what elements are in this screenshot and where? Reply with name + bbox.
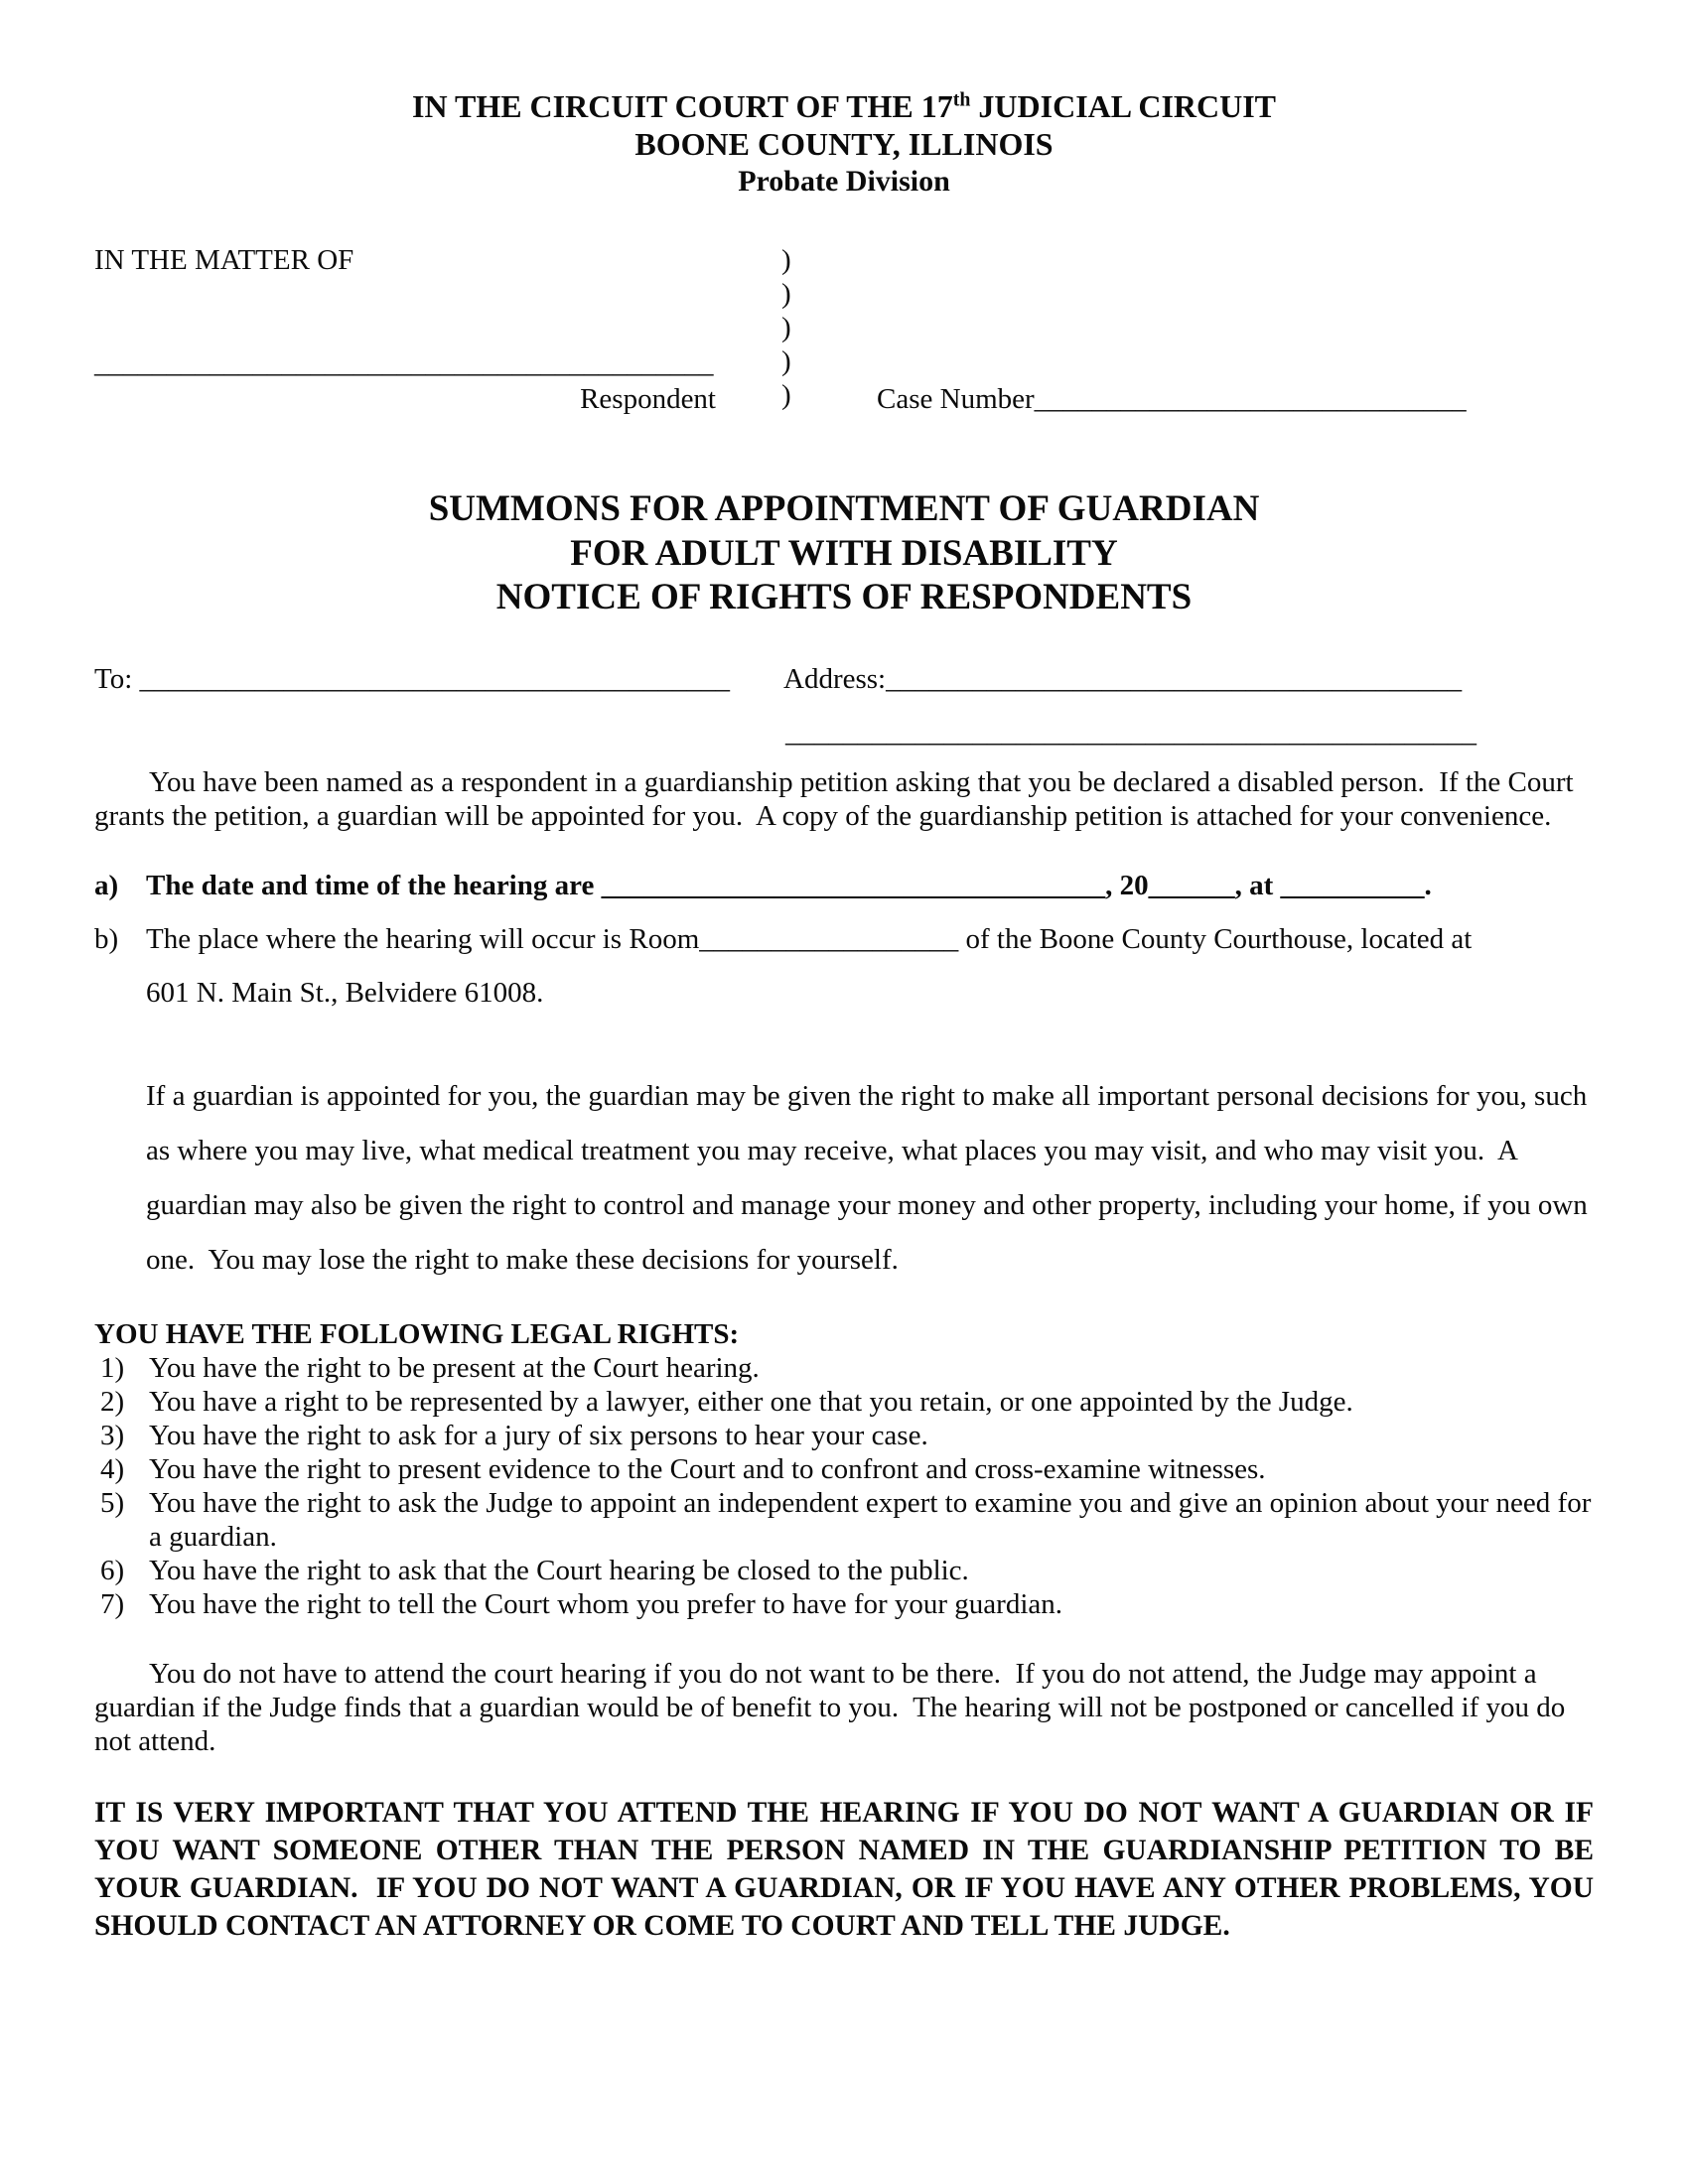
court-name-post: JUDICIAL CIRCUIT (970, 88, 1277, 124)
to-label: To: (94, 662, 133, 695)
hearing-year-prefix: , 20 (1105, 870, 1149, 902)
legal-rights-list (94, 1351, 1594, 1621)
case-number-label: Case Number (877, 383, 1035, 416)
hearing-date-blank-field: ___________________________________ (601, 870, 1106, 902)
title-line-3: NOTICE OF RIGHTS OF RESPONDENTS (495, 577, 1193, 618)
court-name-line (94, 87, 1594, 125)
list-item (94, 1385, 1594, 1419)
list-item-number: 2) (100, 1386, 125, 1419)
intro-paragraph: You have been named as a respondent in a guardianship petition asking that you be declared a disabled person. If the Court grants the petition, a guardian will be appointed for you. A copy of the guardianship petition is attached for your convenience. (94, 766, 1581, 833)
list-item-text: You have the right to be present at the Court hearing. (149, 1352, 760, 1385)
court-name-pre: IN THE CIRCUIT COURT OF THE 17 (411, 88, 953, 124)
case-number-blank-field: ______________________________ (1034, 383, 1467, 416)
hearing-time-prefix: , at (1234, 870, 1281, 902)
division-line: Probate Division (738, 164, 950, 198)
to-group (94, 662, 730, 696)
hearing-details (94, 869, 1594, 1010)
title-line-2: FOR ADULT WITH DISABILITY (570, 532, 1118, 574)
courthouse-address: 601 N. Main St., Belvidere 61008. (146, 977, 544, 1010)
hearing-place-item (94, 922, 1594, 1010)
case-number-line (877, 382, 1594, 416)
respondent-label: Respondent (580, 383, 716, 416)
recipient-section (94, 662, 1594, 750)
court-header (94, 87, 1594, 200)
list-item (94, 1587, 1594, 1621)
recipient-row (94, 662, 1594, 696)
attendance-paragraph: You do not have to attend the court hearing if you do not want to be there. If you do not attend, the Judge may appoint a guardian if the Judge finds that a guardian would be of benefit to you. The hearing will not be postponed or cancelled if you do not attend. (94, 1658, 1573, 1758)
caption-paren: ) (781, 277, 791, 310)
caption-paren: ) (781, 243, 791, 276)
legal-rights-heading: YOU HAVE THE FOLLOWING LEGAL RIGHTS: (94, 1318, 740, 1351)
list-item-number: 7) (100, 1588, 125, 1621)
hearing-date-item (94, 869, 1594, 902)
caption-paren: ) (781, 344, 791, 377)
county-line: BOONE COUNTY, ILLINOIS (634, 126, 1054, 163)
document-title (94, 487, 1594, 619)
address-blank-field-2: ________________________________________________ (785, 716, 1477, 749)
caption-right-column (821, 243, 1594, 417)
caption-paren: ) (781, 311, 791, 343)
item-b-marker: b) (94, 923, 119, 956)
list-item-text: You have the right to ask for a jury of six persons to hear your case. (149, 1420, 928, 1452)
address-blank-field: ________________________________________ (886, 662, 1463, 695)
caption-paren: ) (781, 378, 791, 411)
warning-paragraph: IT IS VERY IMPORTANT THAT YOU ATTEND THE HEARING IF YOU DO NOT WANT A GUARDIAN OR IF YOU WANT SOMEONE OTHER THAN THE PERSON NAMED IN THE GUARDIANSHIP PETITION TO BE YOUR GUARDIAN. IF YOU DO NOT WANT A GUARDIAN, OR IF YOU HAVE ANY OTHER PROBLEMS, YOU SHOULD CONTACT AN ATTORNEY OR COME TO COURT AND TELL THE JUDGE. (94, 1797, 1602, 1943)
respondent-name-blank-field: ___________________________________________ (94, 347, 714, 379)
list-item-text: You have the right to tell the Court whom you prefer to have for your guardian. (149, 1588, 1063, 1621)
to-blank-field: _________________________________________ (132, 662, 730, 695)
guardian-powers-paragraph: If a guardian is appointed for you, the guardian may be given the right to make all important personal decisions for you, such as where you may live, what medical treatment you may receive, what places you may visit, and who may visit you. A guardian may also be given the right to control and manage your money and other property, including your home, if you own one. You may lose the right to make these decisions for yourself. (146, 1080, 1596, 1277)
list-item-number: 6) (100, 1555, 125, 1587)
item-a-marker: a) (94, 870, 119, 902)
list-item (94, 1486, 1594, 1554)
in-the-matter-of-label: IN THE MATTER OF (94, 243, 354, 276)
list-item-number: 1) (100, 1352, 125, 1385)
list-item-text: You have the right to present evidence to the Court and to confront and cross-examine witnesses. (149, 1453, 1266, 1486)
ordinal-superscript: th (952, 88, 971, 111)
caption-left-column (94, 243, 730, 417)
list-item-number: 3) (100, 1420, 125, 1452)
list-item (94, 1452, 1594, 1486)
hearing-place-text-after: of the Boone County Courthouse, located at (958, 923, 1473, 956)
list-item (94, 1351, 1594, 1385)
list-item-text: You have a right to be represented by a lawyer, either one that you retain, or one appointed by the Judge. (149, 1386, 1353, 1419)
hearing-line-period: . (1424, 870, 1432, 902)
list-item (94, 1419, 1594, 1452)
caption-parentheses-column (781, 243, 821, 417)
hearing-time-blank-field: __________ (1280, 870, 1425, 902)
list-item-text: You have the right to ask that the Court hearing be closed to the public. (149, 1555, 969, 1587)
hearing-place-text: The place where the hearing will occur is Room (146, 923, 700, 956)
case-caption (94, 243, 1594, 417)
list-item-number: 4) (100, 1453, 125, 1486)
list-item-text: You have the right to ask the Judge to appoint an independent expert to examine you and give an opinion about your need for a guardian. (149, 1487, 1592, 1554)
hearing-date-text: The date and time of the hearing are (146, 870, 602, 902)
address-group (783, 662, 1462, 696)
list-item-number: 5) (100, 1487, 125, 1520)
list-item (94, 1554, 1594, 1587)
hearing-year-blank-field: ______ (1148, 870, 1235, 902)
address-label: Address: (783, 662, 887, 695)
title-line-1: SUMMONS FOR APPOINTMENT OF GUARDIAN (428, 488, 1260, 530)
hearing-room-blank-field: __________________ (699, 923, 959, 956)
